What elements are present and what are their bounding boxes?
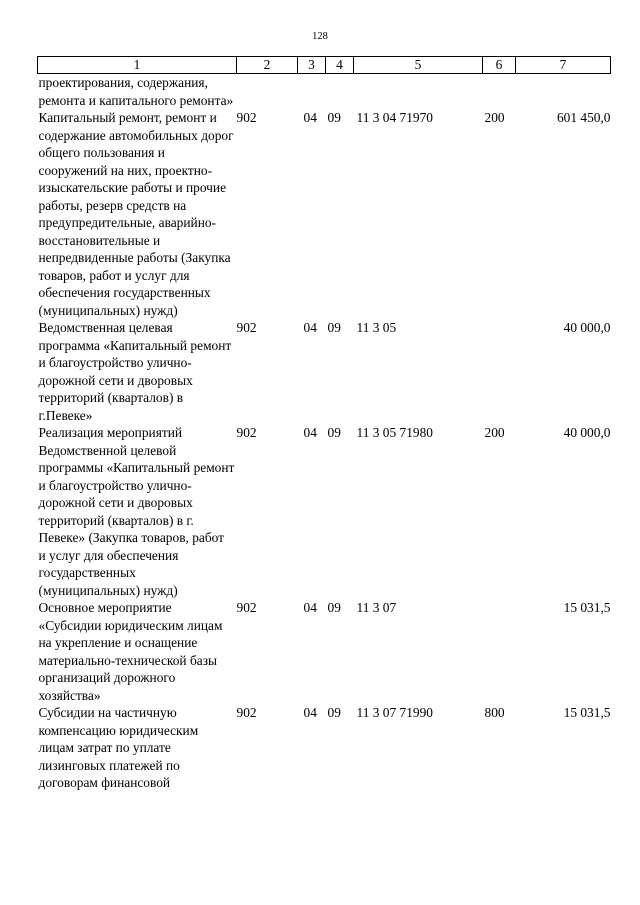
table-row: [38, 319, 611, 424]
row-subsection: 09: [327, 110, 341, 125]
row-sum: 40 000,0: [563, 320, 611, 335]
header-cell-3: 3: [298, 57, 326, 74]
header-cell-2: 2: [237, 57, 298, 74]
row-name: Реализация мероприятий Ведомственной целевой программы «Капитальный ремонт и благоустройство улично-дорожной сети и дворовых территорий (кварталов) в г. Певеке» (Закупка товаров, работ и услуг для обеспечения государственных (муниципальных) нужд): [38, 425, 235, 598]
row-expense-type: 800: [484, 705, 505, 720]
row-name: Субсидии на частичную компенсацию юридическим лицам затрат по уплате лизинговых платежей по договорам финансовой: [38, 705, 199, 790]
row-expense-type: [483, 319, 516, 424]
page-number: 128: [312, 31, 328, 42]
row-name: Капитальный ремонт, ремонт и содержание автомобильных дорог общего пользования и сооружений на них, проектно-изыскательские работы и прочие работы, резерв средств на предупредительные, аварийно-восстановительные и непредвиденные работы (Закупка товаров, работ и услуг для обеспечения государственных (муниципальных) нужд): [38, 110, 234, 318]
row-section: 04: [303, 425, 317, 440]
row-expense-type: 200: [484, 425, 505, 440]
row-name: проектирования, содержания, ремонта и капитального ремонта»: [38, 75, 234, 108]
table-row: [38, 424, 611, 599]
row-subsection: 09: [327, 425, 341, 440]
row-target-article: 11 3 05: [356, 320, 397, 335]
header-row: [38, 57, 611, 74]
row-gr: 902: [236, 320, 257, 335]
row-target-article: 11 3 04 71970: [356, 110, 433, 125]
row-sum: 601 450,0: [556, 110, 611, 125]
row-sum: [516, 74, 611, 110]
row-sum: 15 031,5: [563, 705, 611, 720]
row-expense-type: [483, 599, 516, 704]
row-target-article: 11 3 07: [356, 600, 397, 615]
row-section: 04: [303, 110, 317, 125]
row-sum: 15 031,5: [563, 600, 611, 615]
header-cell-6: 6: [483, 57, 516, 74]
header-cell-7: 7: [516, 57, 611, 74]
row-section: 04: [303, 320, 317, 335]
header-cell-4: 4: [326, 57, 354, 74]
row-gr: 902: [236, 110, 257, 125]
table-row: [38, 109, 611, 319]
row-expense-type: [483, 74, 516, 110]
row-subsection: [326, 74, 354, 110]
row-section: 04: [303, 705, 317, 720]
row-gr: [237, 74, 298, 110]
row-gr: 902: [236, 705, 257, 720]
row-target-article: [354, 74, 483, 110]
row-section: [298, 74, 326, 110]
table-row: [38, 74, 611, 110]
row-gr: 902: [236, 425, 257, 440]
table-row: [38, 599, 611, 704]
row-subsection: 09: [327, 320, 341, 335]
row-name: Ведомственная целевая программа «Капитальный ремонт и благоустройство улично-дорожной сети и дворовых территорий (кварталов) в г.Певеке»: [38, 320, 232, 423]
row-subsection: 09: [327, 705, 341, 720]
budget-table: [37, 56, 611, 792]
row-gr: 902: [236, 600, 257, 615]
table-row: [38, 704, 611, 792]
row-subsection: 09: [327, 600, 341, 615]
row-sum: 40 000,0: [563, 425, 611, 440]
header-cell-1: 1: [38, 57, 237, 74]
row-name: Основное мероприятие «Субсидии юридическим лицам на укрепление и оснащение материально-технической базы организаций дорожного хозяйства»: [38, 600, 223, 703]
row-target-article: 11 3 07 71990: [356, 705, 433, 720]
row-target-article: 11 3 05 71980: [356, 425, 433, 440]
header-cell-5: 5: [354, 57, 483, 74]
row-section: 04: [303, 600, 317, 615]
row-expense-type: 200: [484, 110, 505, 125]
